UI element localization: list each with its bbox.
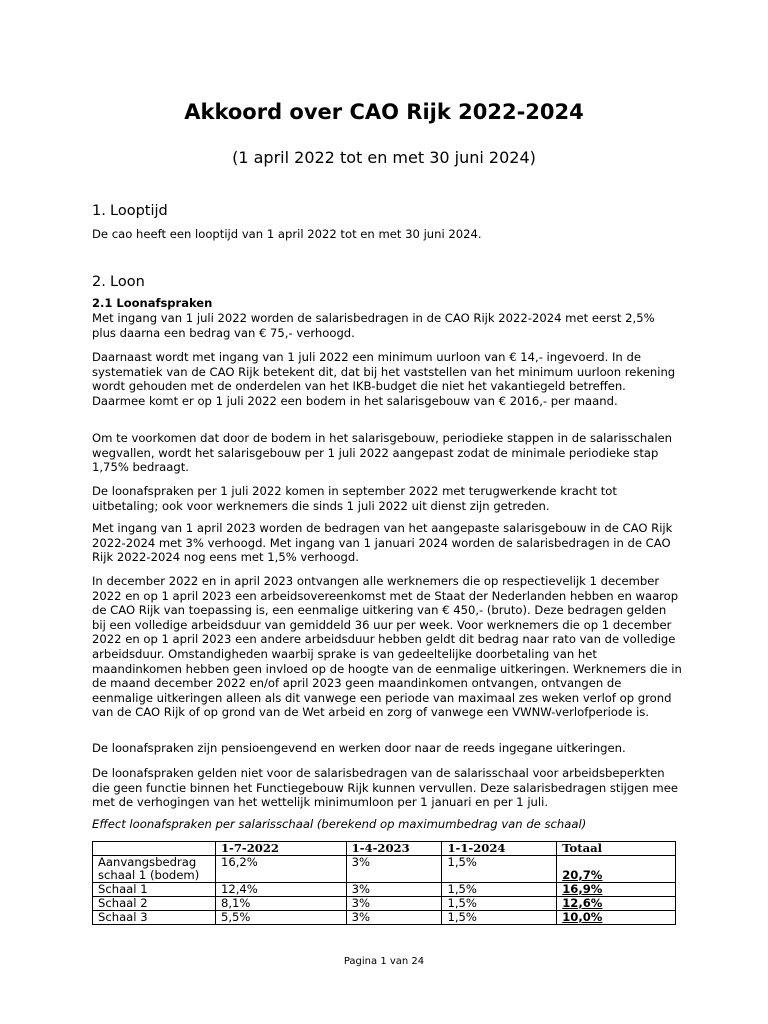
table-header-2022-07: 1-7-2022 <box>215 842 346 856</box>
cell-2022-07: 8,1% <box>215 897 346 911</box>
cell-2023-04: 3% <box>346 911 442 925</box>
cell-2023-04: 3% <box>346 897 442 911</box>
cell-total: 12,6% <box>557 897 676 911</box>
cell-2024-01: 1,5% <box>442 897 557 911</box>
cell-total: 20,7% <box>557 856 676 883</box>
section-2-heading <box>92 274 145 290</box>
paragraph-6: In december 2022 en in april 2023 ontvangen alle werknemers die op respectievelijk 1 december 2022 en op 1 april 2023 een arbeidsovereenkomst met de Staat der Nederlanden hebben en waarop de CAO Rijk van toepassing is, een eenmalige uitkering van € 450,- (bruto). Deze bedragen gelden bij een volledige arbeidsduur van gemiddeld 36 uur per week. Voor werknemers die op 1 december 2022 en op 1 april 2023 een andere arbeidsduur hebben geldt dit bedrag naar rato van de volledige arbeidsduur. Omstandigheden waarbij sprake is van gedeeltelijke doorbetaling van het maandinkomen hebben geen invloed op de hoogte van de eenmalige uitkeringen. Werknemers die in de maand december 2022 en/of april 2023 geen maandinkomen ontvangen, ontvangen de eenmalige uitkeringen alleen als dit vanwege een periode van maximaal zes weken verlof op grond van de CAO Rijk of op grond van de Wet arbeid en zorg of vanwege een VWNW-verlofperiode is. <box>92 574 682 720</box>
table-row <box>93 883 676 897</box>
row-label: Aanvangsbedrag schaal 1 (bodem) <box>93 856 216 883</box>
subsection-2-1-heading: 2.1 Loonafspraken <box>92 296 213 310</box>
cell-2022-07: 12,4% <box>215 883 346 897</box>
cell-2023-04: 3% <box>346 883 442 897</box>
document-title: Akkoord over CAO Rijk 2022-2024 <box>184 100 584 124</box>
row-label: Schaal 3 <box>93 911 216 925</box>
row-label: Schaal 2 <box>93 897 216 911</box>
table-row <box>93 911 676 925</box>
paragraph-3: Om te voorkomen dat door de bodem in het salarisgebouw, periodieke stappen in de salarisschalen wegvallen, wordt het salarisgebouw per 1 juli 2022 aangepast zodat de minimale periodieke stap 1,75% bedraagt. <box>92 431 673 475</box>
cell-2023-04: 3% <box>346 856 442 883</box>
table-caption: Effect loonafspraken per salarisschaal (berekend op maximumbedrag van de schaal) <box>92 817 587 831</box>
cell-2024-01: 1,5% <box>442 883 557 897</box>
paragraph-5: Met ingang van 1 april 2023 worden de bedragen van het aangepaste salarisgebouw in de CAO Rijk 2022-2024 met 3% verhoogd. Met ingang van 1 januari 2024 worden de salarisbedragen in de CAO Rijk 2022-2024 nog eens met 1,5% verhoogd. <box>92 521 673 565</box>
paragraph-2: Daarnaast wordt met ingang van 1 juli 2022 een minimum uurloon van € 14,- ingevoerd. In de systematiek van de CAO Rijk betekent dit, dat bij het vaststellen van het minimum uurloon rekening wordt gehouden met de onderdelen van het IKB-budget die niet het vakantiegeld betreffen. Daarmee komt er op 1 juli 2022 een bodem in het salarisgebouw van € 2016,- per maand. <box>92 350 676 408</box>
cell-total: 10,0% <box>557 911 676 925</box>
table-row <box>93 856 676 883</box>
salary-effect-table <box>92 841 676 925</box>
cell-total: 16,9% <box>557 883 676 897</box>
section-1-heading <box>92 203 168 219</box>
paragraph-8: De loonafspraken gelden niet voor de salarisbedragen van de salarisschaal voor arbeidsbeperkten die geen functie binnen het Functiegebouw Rijk kunnen vervullen. Deze salarisbedragen stijgen mee met de verhogingen van het wettelijk minimumloon per 1 januari en per 1 juli. <box>92 766 678 810</box>
section-1-title: Looptijd <box>110 203 168 219</box>
section-1-number: 1. <box>92 203 106 219</box>
section-2-title: Loon <box>110 274 145 290</box>
table-header-2024-01: 1-1-2024 <box>442 842 557 856</box>
table-header-row <box>93 842 676 856</box>
cell-2024-01: 1,5% <box>442 911 557 925</box>
paragraph-4: De loonafspraken per 1 juli 2022 komen in september 2022 met terugwerkende kracht tot uitbetaling; ook voor werknemers die sinds 1 juli 2022 uit dienst zijn getreden. <box>92 484 617 513</box>
table-row <box>93 897 676 911</box>
paragraph-7: De loonafspraken zijn pensioengevend en werken door naar de reeds ingegane uitkeringen. <box>92 741 626 755</box>
cell-2024-01: 1,5% <box>442 856 557 883</box>
paragraph-1: Met ingang van 1 juli 2022 worden de salarisbedragen in de CAO Rijk 2022-2024 met eerst 2,5% plus daarna een bedrag van € 75,- verhoogd. <box>92 311 655 340</box>
cell-2022-07: 16,2% <box>215 856 346 883</box>
cell-2022-07: 5,5% <box>215 911 346 925</box>
table-header-empty <box>93 842 216 856</box>
section-1-text: De cao heeft een looptijd van 1 april 2022 tot en met 30 juni 2024. <box>92 227 482 241</box>
section-2-number: 2. <box>92 274 106 290</box>
page-footer: Pagina 1 van 24 <box>343 956 425 967</box>
table-header-2023-04: 1-4-2023 <box>346 842 442 856</box>
row-label: Schaal 1 <box>93 883 216 897</box>
table-header-total: Totaal <box>557 842 676 856</box>
document-subtitle: (1 april 2022 tot en met 30 juni 2024) <box>232 148 536 167</box>
